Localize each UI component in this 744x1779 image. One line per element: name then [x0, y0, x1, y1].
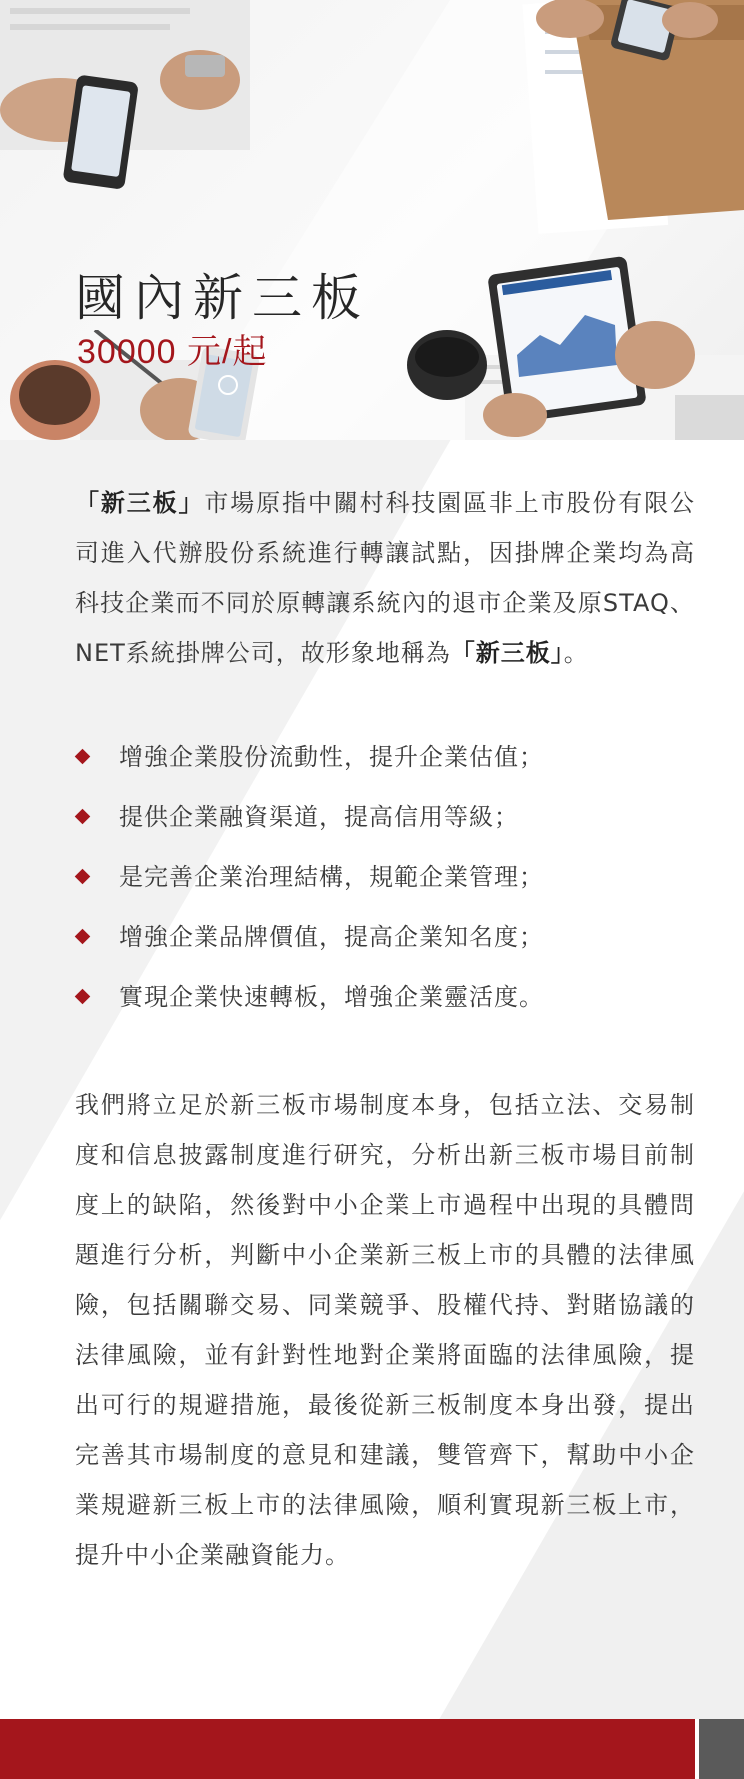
- benefit-item: [75, 982, 695, 1012]
- price-label: 30000 元/起: [77, 333, 268, 371]
- benefit-text: 實現企業快速轉板，增強企業靈活度。: [119, 983, 544, 1011]
- intro-quote-close: 」: [178, 489, 205, 517]
- page-title: 國內新三板: [75, 269, 370, 327]
- benefit-item: [75, 802, 695, 832]
- intro-ending-term: 「新三板」: [450, 639, 564, 667]
- hands-phone-illustration: [0, 0, 280, 190]
- benefit-text: 提供企業融資渠道，提高信用等級；: [119, 803, 519, 831]
- main-content: [0, 440, 744, 1719]
- folder-documents-illustration: [500, 0, 744, 240]
- benefit-item: [75, 862, 695, 892]
- benefit-list: [75, 742, 695, 1042]
- diamond-bullet-icon: [75, 869, 91, 885]
- intro-ending: 。: [563, 639, 589, 667]
- diamond-bullet-icon: [75, 749, 91, 765]
- intro-term: 新三板: [100, 489, 179, 517]
- diamond-bullet-icon: [75, 989, 91, 1005]
- diamond-bullet-icon: [75, 929, 91, 945]
- tablet-mug-illustration: [405, 245, 744, 440]
- intro-quote-open: 「: [75, 489, 101, 517]
- footer-red-block: [0, 1719, 695, 1779]
- benefit-text: 是完善企業治理結構，規範企業管理；: [119, 863, 544, 891]
- benefit-text: 增強企業品牌價值，提高企業知名度；: [119, 923, 544, 951]
- benefit-item: [75, 742, 695, 772]
- hero-banner: [0, 0, 744, 440]
- diamond-bullet-icon: [75, 809, 91, 825]
- description-paragraph: 我們將立足於新三板市場制度本身，包括立法、交易制度和信息披露制度進行研究，分析出新三板市場目前制度上的缺陷，然後對中小企業上市過程中出現的具體問題進行分析，判斷中小企業新三板上市的具體的法律風險，包括關聯交易、同業競爭、股權代持、對賭協議的法律風險，並有針對性地對企業將面臨的法律風險，提出可行的規避措施，最後從新三板制度本身出發，提出完善其市場制度的意見和建議，雙管齊下，幫助中小企業規避新三板上市的法律風險，順利實現新三板上市，提升中小企業融資能力。: [75, 1091, 695, 1569]
- benefit-text: 增強企業股份流動性，提升企業估值；: [119, 743, 544, 771]
- footer-bar: [0, 1719, 744, 1779]
- benefit-item: [75, 922, 695, 952]
- intro-text: 市場原指中關村科技園區非上市股份有限公司進入代辦股份系統進行轉讓試點，因掛牌企業均為高科技企業而不同於原轉讓系統內的退市企業及原STAQ、NET系統掛牌公司，故形象地稱為: [75, 489, 696, 667]
- intro-paragraph: [75, 478, 695, 678]
- footer-grey-block: [699, 1719, 744, 1779]
